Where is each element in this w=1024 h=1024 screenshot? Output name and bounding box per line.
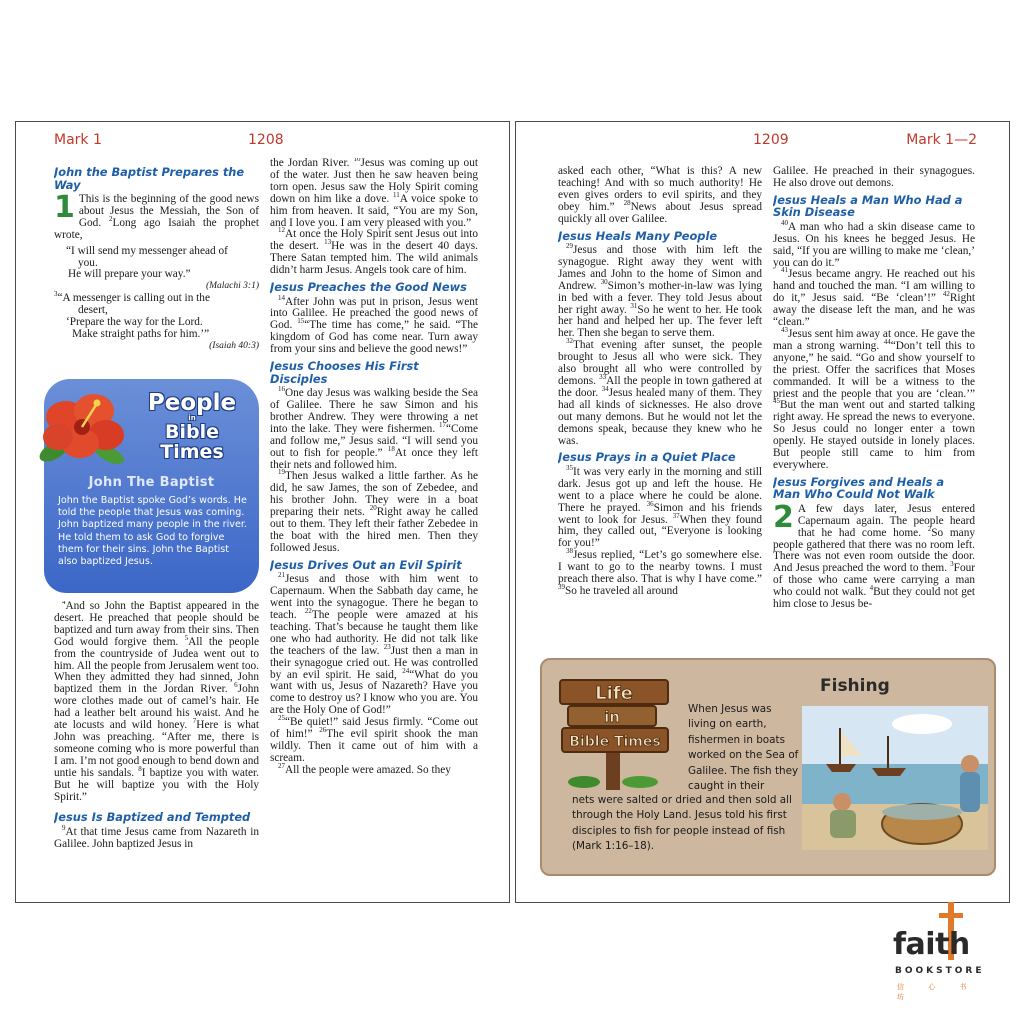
verse-paragraph: $^{27}$All the people were amazed. So they — [278, 762, 451, 776]
section-heading: Jesus Chooses His First Disciples — [270, 359, 419, 386]
section-heading: Jesus Heals Many People — [558, 228, 718, 243]
chapter-dropcap: 1 — [54, 190, 75, 225]
quote-line: ‘Prepare the way for the Lord. — [66, 316, 203, 329]
page-number: 1209 — [753, 132, 789, 148]
running-head-book: Mark 1 — [54, 132, 102, 148]
verse-paragraph: 1 This is the beginning of the good news about Jesus the Messiah, the Son of God. $^2$Long ago Isaiah the prophet wrote, — [54, 190, 259, 241]
verse-paragraph: $^{41}$Jesus became angry. He reached out his hand and touched the man. “I am willing to do it,” Jesus said. “Be ‘clean’!” $^{42}$Right away the disease left the man, and he was “clean.” — [773, 266, 975, 329]
sidebar-text: When Jesus was living on earth, fishermen in boats worked on the Sea of Galilee. The fish they caught in their — [688, 703, 799, 793]
verse-paragraph: $^{25}$“Be quiet!” said Jesus firmly. “Come out of him!” $^{26}$The evil spirit shook the man wildly. Then it came out of him with a scream. — [270, 714, 478, 764]
verse-paragraph: the Jordan River. $^{10}$Jesus was coming up out of the water. Just then he saw heaven being torn open. Jesus saw the Holy Spirit coming down on him like a dove. $^{11}$A voice spoke to him from heaven. It said, “You are my Son, and I love you. I am very pleased with you.” — [270, 158, 478, 229]
quote-line: “I will send my messenger ahead of — [66, 244, 228, 257]
people-in-bible-times-box — [44, 379, 259, 593]
wooden-signpost-icon — [558, 674, 672, 792]
quote-line: $^3$“A messenger is calling out in the — [54, 290, 210, 305]
citation: (Malachi 3:1) — [205, 281, 259, 292]
left-column-2 — [270, 158, 478, 898]
verse-paragraph: $^{14}$After John was put in prison, Jesus went into Galilee. He preached the good news of God. $^{15}$“The time has come,” he said. “The kingdom of God has come near. Turn away from your sins and believe the good news!” — [270, 293, 478, 356]
logo-subtitle: BOOKSTORE — [895, 966, 985, 976]
fishing-scene-illustration — [802, 706, 988, 850]
sign-text: Bible Times — [569, 734, 661, 750]
section-heading: John the Baptist Prepares the Way — [54, 165, 245, 192]
section-heading: Jesus Is Baptized and Tempted — [54, 810, 251, 825]
verse-paragraph: $^9$At that time Jesus came from Nazareth in Galilee. John baptized Jesus in — [54, 824, 259, 850]
verse-paragraph: $^{43}$Jesus sent him away at once. He gave the man a strong warning. $^{44}$“Don’t tell this to anyone,” he said. “Go and show yourself to the priest. Offer the sacrifices that Moses commanded. It will be a witness to the priest and the people that you are ‘clean.’” $^{45}$But the man went out and started talking right away. He spread the news to everyone. So Jesus could no longer enter a town openly. He stayed outside in lonely places. But people still came to him from everywhere. — [773, 326, 975, 471]
sidebar-title: People in Bible Times — [147, 390, 237, 463]
section-heading: Jesus Preaches the Good News — [270, 280, 467, 295]
life-in-bible-times-box — [540, 658, 996, 876]
verse-paragraph: $^{19}$Then Jesus walked a little farther. As he did, he saw James, the son of Zebedee, and his brother John. They were in a boat preparing their nets. $^{20}$Right away he called out to them. They left their father Zebedee in the boat with the hired men. Then they followed Jesus. — [270, 468, 478, 554]
verse-paragraph: $^{29}$Jesus and those with him left the synagogue. Right away they went with James and John to the home of Simon and Andrew. $^{30}$Simon’s mother-in-law was lying in bed with a fever. They told Jesus about her right away. $^{31}$So he went to her. He took her hand and helped her up. The fever left her. Then she began to serve them. — [558, 242, 762, 340]
cross-icon — [939, 913, 963, 918]
sign-text: in — [604, 708, 620, 726]
verse-paragraph: Galilee. He preached in their synagogues. He also drove out demons. — [773, 166, 975, 189]
verse-paragraph: 2 A few days later, Jesus entered Capernaum again. The people heard that he had come home. $^2$So many people gathered that there was no room left. There was not even room outside the door. And Jesus preached the word to them. $^3$Four of those who came were carrying a man who could not walk. $^4$But they could not get him close to Jesus be- — [773, 499, 975, 611]
verse-paragraph: $^{32}$That evening after sunset, the people brought to Jesus all who were sick. They also brought all who were controlled by demons. $^{33}$All the people in town gathered at the door. $^{34}$Jesus healed many of them. They had all kinds of sicknesses. He also drove out many demons. But he would not let the demons speak, because they knew who he was. — [558, 337, 762, 447]
page-number: 1208 — [248, 132, 284, 148]
left-column-top — [54, 162, 259, 376]
verse-paragraph: $^{38}$Jesus replied, “Let’s go somewhere else. I want to go to the nearby towns. I must preach there also. That is why I have come.” $^{39}$So he traveled all around — [558, 547, 762, 597]
logo-word: faith — [893, 927, 970, 962]
left-page — [15, 121, 510, 903]
chapter-dropcap: 2 — [773, 499, 794, 535]
sign-text: Life — [595, 683, 633, 704]
logo-chinese: 信 心 书 坊 — [897, 983, 978, 1001]
section-heading: Jesus Drives Out an Evil Spirit — [270, 557, 462, 572]
sidebar-body: John the Baptist spoke God’s words. He told the people that Jesus was coming. John baptized many people in the river. He told them to ask God to forgive them for their sins. John the Baptist also baptized Jesus. — [58, 495, 247, 568]
right-column-2 — [773, 166, 975, 650]
verse-paragraph: $^{35}$It was very early in the morning and still dark. Jesus got up and left the house. He went to a place where he could be alone. There he prayed. $^{36}$Simon and his friends went to look for Jesus. $^{37}$When they found him, they called out, “Everyone is looking for you!” — [558, 464, 762, 550]
quote-line: desert, — [78, 304, 108, 317]
section-heading: Jesus Forgives and Heals a Man Who Could Not Walk — [773, 474, 945, 502]
quote-line: Make straight paths for him.’” — [72, 327, 210, 340]
hibiscus-flower-icon — [36, 385, 132, 471]
quote-line: you. — [78, 256, 98, 269]
verse-paragraph: $^4$And so John the Baptist appeared in the desert. He preached that people should be baptized and turn away from their sins. Then God would forgive them. $^5$All the people from the countryside of Judea went out to him. All the people from Jerusalem went too. When they admitted they had sinned, John baptized them in the Jordan River. $^6$John wore clothes made out of camel’s hair. He had a leather belt around his waist. And he ate locusts and wild honey. $^7$Here is what John was preaching. “After me, there is someone coming who is more powerful than I am. I’m not good enough to bend down and untie his sandals. $^8$I baptize you with water. But he will baptize you with the Holy Spirit.” — [54, 601, 259, 803]
right-column-1 — [558, 166, 762, 650]
running-head-book: Mark 1—2 — [906, 132, 977, 148]
left-column-bottom — [54, 601, 259, 901]
section-heading: Jesus Heals a Man Who Had a Skin Disease — [773, 192, 963, 220]
verse-paragraph: $^{16}$One day Jesus was walking beside the Sea of Galilee. There he saw Simon and his brother Andrew. They were throwing a net into the lake. They were fishermen. $^{17}$“Come and follow me,” Jesus said. “I will send you out to fish for people.” $^{18}$At once they left their nets and followed him. — [270, 385, 478, 471]
sidebar-subject: John The Baptist — [88, 475, 215, 490]
verse-paragraph: $^{12}$At once the Holy Spirit sent Jesus out into the desert. $^{13}$He was in the desert 40 days. There Satan tempted him. The wild animals didn’t harm Jesus. Angels took care of him. — [270, 226, 478, 277]
sidebar-title: Fishing — [820, 676, 890, 696]
verse-paragraph: asked each other, “What is this? A new teaching! And with so much authority! He even gives orders to evil spirits, and they obey him.” $^{28}$News about Jesus spread quickly all over Galilee. — [558, 166, 762, 225]
sidebar-text: nets were salted or dried and then sold all through the Holy Land. Jesus told his first disciples to fish for people instead of fish (Mark 1:16–18). — [572, 794, 792, 853]
verse-paragraph: $^{40}$A man who had a skin disease came to Jesus. On his knees he begged Jesus. He said, “If you are willing to make me ‘clean,’ you can do it.” — [773, 219, 975, 269]
quote-line: He will prepare your way.” — [68, 268, 191, 281]
verse-paragraph: $^{21}$Jesus and those with him went to Capernaum. When the Sabbath day came, he went into the synagogue. There he began to teach. $^{22}$The people were amazed at his teaching. That’s because he taught them like one who had authority. He did not talk like the teachers of the law. $^{23}$Just then a man in their synagogue cried out. He was controlled by an evil spirit. He said, $^{24}$“What do you want with us, Jesus of Nazareth? Have you come to destroy us? I know who you are. You are the Holy One of God!” — [270, 571, 478, 717]
section-heading: Jesus Prays in a Quiet Place — [558, 450, 736, 465]
right-page — [515, 121, 1010, 903]
citation: (Isaiah 40:3) — [209, 340, 259, 351]
faith-bookstore-logo — [893, 902, 993, 1016]
